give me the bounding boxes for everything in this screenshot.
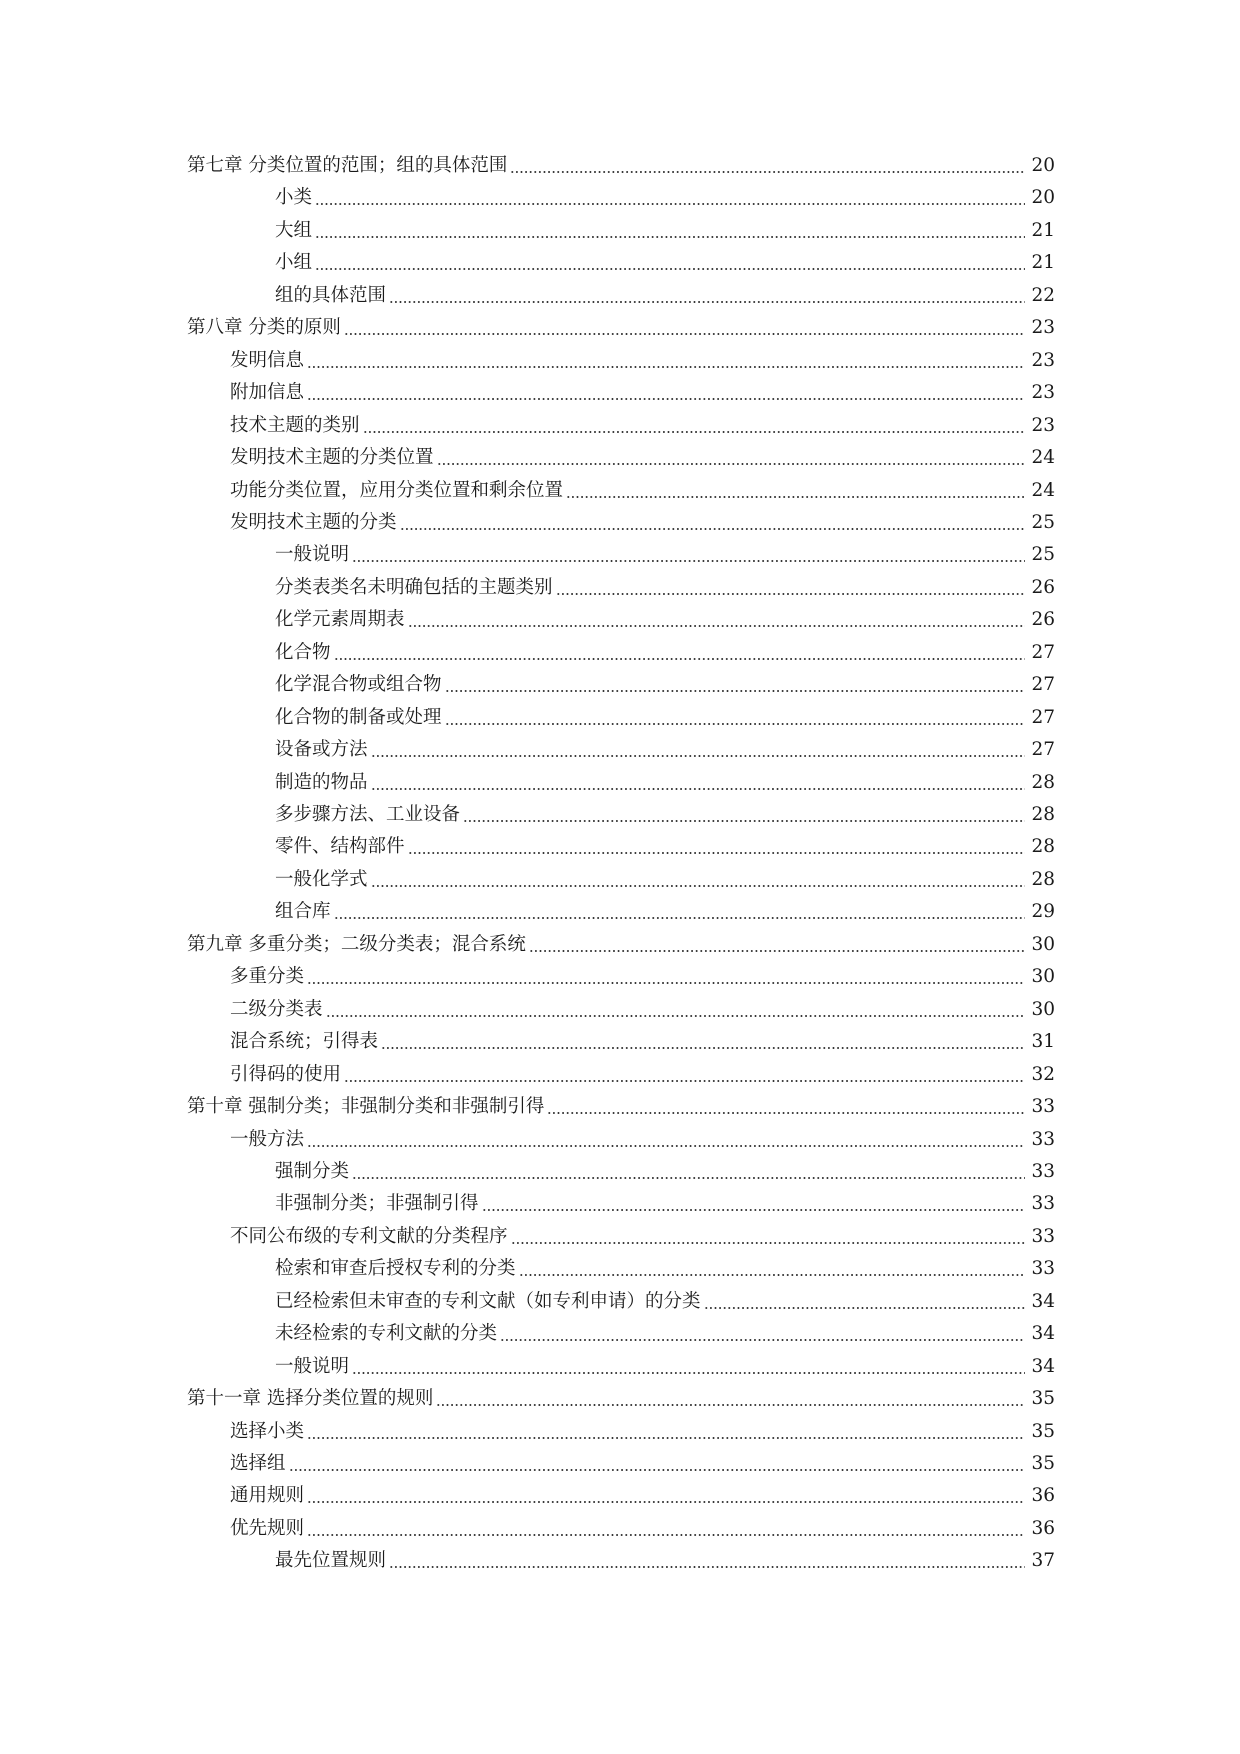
toc-entry-page-number: 34 xyxy=(1031,1291,1055,1312)
toc-entry[interactable] xyxy=(275,831,1055,863)
toc-entry-title: 多重分类 xyxy=(230,966,305,987)
toc-entry-page-number: 20 xyxy=(1031,187,1055,208)
toc-entry-page-number: 32 xyxy=(1031,1064,1055,1085)
toc-entry-page-number: 37 xyxy=(1031,1550,1055,1571)
toc-entry[interactable] xyxy=(230,475,1055,507)
toc-entry-page-number: 25 xyxy=(1031,512,1055,533)
toc-entry-title: 化学混合物或组合物 xyxy=(275,674,442,695)
dot-leader xyxy=(307,1501,1025,1503)
toc-entry-title: 优先规则 xyxy=(230,1518,305,1539)
toc-entry[interactable] xyxy=(275,1156,1055,1188)
dot-leader xyxy=(363,431,1025,433)
toc-entry[interactable] xyxy=(230,507,1055,539)
toc-entry-title: 检索和审查后授权专利的分类 xyxy=(275,1258,516,1279)
dot-leader xyxy=(307,1437,1025,1439)
dot-leader xyxy=(408,852,1025,854)
toc-entry[interactable] xyxy=(275,864,1055,896)
toc-entry-title: 组合库 xyxy=(275,901,331,922)
toc-entry-page-number: 27 xyxy=(1031,642,1055,663)
toc-entry-page-number: 23 xyxy=(1031,382,1055,403)
toc-entry-page-number: 34 xyxy=(1031,1323,1055,1344)
toc-entry[interactable] xyxy=(230,1416,1055,1448)
toc-entry[interactable] xyxy=(275,215,1055,247)
toc-entry-title: 选择小类 xyxy=(230,1421,305,1442)
toc-entry[interactable] xyxy=(275,1351,1055,1383)
toc-entry-title: 附加信息 xyxy=(230,382,305,403)
toc-entry-title: 设备或方法 xyxy=(275,739,368,760)
toc-entry[interactable] xyxy=(230,994,1055,1026)
dot-leader xyxy=(482,1209,1025,1211)
dot-leader xyxy=(315,268,1025,270)
toc-entry[interactable] xyxy=(275,1253,1055,1285)
toc-entry-page-number: 27 xyxy=(1031,674,1055,695)
dot-leader xyxy=(307,982,1025,984)
toc-entry-page-number: 36 xyxy=(1031,1485,1055,1506)
toc-entry-title: 组的具体范围 xyxy=(275,285,387,306)
toc-entry-title: 零件、结构部件 xyxy=(275,836,405,857)
toc-entry-title: 最先位置规则 xyxy=(275,1550,387,1571)
toc-entry[interactable] xyxy=(275,572,1055,604)
dot-leader xyxy=(381,1047,1025,1049)
toc-entry-page-number: 24 xyxy=(1031,447,1055,468)
dot-leader xyxy=(511,1242,1025,1244)
dot-leader xyxy=(445,690,1025,692)
dot-leader xyxy=(307,366,1025,368)
toc-entry-title: 技术主题的类别 xyxy=(230,415,360,436)
toc-entry[interactable] xyxy=(187,1383,1055,1415)
toc-entry-page-number: 28 xyxy=(1031,772,1055,793)
dot-leader xyxy=(289,1469,1025,1471)
toc-entry-page-number: 26 xyxy=(1031,577,1055,598)
toc-entry-page-number: 20 xyxy=(1031,155,1055,176)
toc-entry[interactable] xyxy=(187,1091,1055,1123)
toc-entry-title: 第八章 分类的原则 xyxy=(187,317,341,338)
toc-entry[interactable] xyxy=(230,410,1055,442)
toc-entry[interactable] xyxy=(230,1221,1055,1253)
toc-entry-title: 制造的物品 xyxy=(275,772,368,793)
toc-entry-page-number: 33 xyxy=(1031,1258,1055,1279)
dot-leader xyxy=(371,788,1025,790)
toc-entry-title: 一般说明 xyxy=(275,544,350,565)
toc-entry[interactable] xyxy=(275,702,1055,734)
toc-entry-page-number: 28 xyxy=(1031,836,1055,857)
toc-entry-title: 未经检索的专利文献的分类 xyxy=(275,1323,498,1344)
dot-leader xyxy=(315,236,1025,238)
dot-leader xyxy=(463,820,1025,822)
toc-entry[interactable] xyxy=(230,1124,1055,1156)
toc-entry-page-number: 26 xyxy=(1031,609,1055,630)
toc-entry-page-number: 25 xyxy=(1031,544,1055,565)
toc-entry-title: 通用规则 xyxy=(230,1485,305,1506)
toc-entry-title: 大组 xyxy=(275,220,313,241)
toc-entry-page-number: 23 xyxy=(1031,415,1055,436)
toc-entry-page-number: 28 xyxy=(1031,804,1055,825)
toc-entry[interactable] xyxy=(275,539,1055,571)
toc-entry-page-number: 33 xyxy=(1031,1193,1055,1214)
dot-leader xyxy=(352,1372,1025,1374)
dot-leader xyxy=(334,658,1025,660)
toc-entry-page-number: 23 xyxy=(1031,350,1055,371)
toc-entry[interactable] xyxy=(230,1059,1055,1091)
toc-entry[interactable] xyxy=(275,1318,1055,1350)
toc-entry-page-number: 36 xyxy=(1031,1518,1055,1539)
toc-entry[interactable] xyxy=(230,1026,1055,1058)
toc-entry[interactable] xyxy=(230,1480,1055,1512)
toc-entry-page-number: 33 xyxy=(1031,1226,1055,1247)
toc-entry-title: 功能分类位置，应用分类位置和剩余位置 xyxy=(230,480,564,501)
toc-entry-title: 第九章 多重分类；二级分类表；混合系统 xyxy=(187,934,526,955)
toc-entry-title: 小组 xyxy=(275,252,313,273)
dot-leader xyxy=(307,398,1025,400)
dot-leader xyxy=(547,1112,1025,1114)
dot-leader xyxy=(389,1566,1025,1568)
dot-leader xyxy=(436,1404,1025,1406)
toc-entry-page-number: 29 xyxy=(1031,901,1055,922)
toc-entry-page-number: 24 xyxy=(1031,480,1055,501)
toc-entry-title: 一般化学式 xyxy=(275,869,368,890)
toc-entry[interactable] xyxy=(275,767,1055,799)
toc-entry-page-number: 22 xyxy=(1031,285,1055,306)
toc-entry[interactable] xyxy=(230,1513,1055,1545)
toc-entry-title: 强制分类 xyxy=(275,1161,350,1182)
dot-leader xyxy=(704,1307,1025,1309)
toc-entry-page-number: 21 xyxy=(1031,252,1055,273)
toc-entry-title: 化合物 xyxy=(275,642,331,663)
toc-entry-title: 选择组 xyxy=(230,1453,286,1474)
toc-entry-title: 第十一章 选择分类位置的规则 xyxy=(187,1388,434,1409)
toc-entry[interactable] xyxy=(275,247,1055,279)
toc-entry-page-number: 28 xyxy=(1031,869,1055,890)
dot-leader xyxy=(344,1080,1025,1082)
toc-entry[interactable] xyxy=(187,312,1055,344)
toc-entry[interactable] xyxy=(275,182,1055,214)
toc-entry-title: 混合系统；引得表 xyxy=(230,1031,379,1052)
toc-entry-title: 小类 xyxy=(275,187,313,208)
dot-leader xyxy=(556,593,1025,595)
toc-entry-page-number: 27 xyxy=(1031,739,1055,760)
dot-leader xyxy=(437,463,1025,465)
toc-entry[interactable] xyxy=(275,637,1055,669)
dot-leader xyxy=(326,1015,1025,1017)
toc-entry[interactable] xyxy=(230,1448,1055,1480)
toc-entry[interactable] xyxy=(230,961,1055,993)
toc-entry-title: 已经检索但未审查的专利文献（如专利申请）的分类 xyxy=(275,1291,701,1312)
toc-entry-title: 化学元素周期表 xyxy=(275,609,405,630)
dot-leader xyxy=(566,496,1025,498)
toc-entry-title: 第七章 分类位置的范围；组的具体范围 xyxy=(187,155,508,176)
toc-entry[interactable] xyxy=(275,896,1055,928)
dot-leader xyxy=(307,1534,1025,1536)
toc-entry-title: 发明技术主题的分类 xyxy=(230,512,397,533)
toc-entry[interactable] xyxy=(275,280,1055,312)
toc-entry-title: 引得码的使用 xyxy=(230,1064,342,1085)
dot-leader xyxy=(519,1274,1025,1276)
toc-entry[interactable] xyxy=(230,442,1055,474)
toc-entry-page-number: 35 xyxy=(1031,1453,1055,1474)
toc-entry-title: 第十章 强制分类；非强制分类和非强制引得 xyxy=(187,1096,545,1117)
dot-leader xyxy=(529,950,1025,952)
toc-entry[interactable] xyxy=(187,929,1055,961)
toc-entry-page-number: 33 xyxy=(1031,1161,1055,1182)
toc-entry[interactable] xyxy=(275,1286,1055,1318)
dot-leader xyxy=(500,1339,1025,1341)
toc-entry[interactable] xyxy=(275,1188,1055,1220)
toc-entry-page-number: 21 xyxy=(1031,220,1055,241)
toc-entry[interactable] xyxy=(275,799,1055,831)
dot-leader xyxy=(400,528,1025,530)
toc-entry-title: 非强制分类；非强制引得 xyxy=(275,1193,479,1214)
toc-entry-title: 不同公布级的专利文献的分类程序 xyxy=(230,1226,508,1247)
toc-entry-title: 多步骤方法、工业设备 xyxy=(275,804,461,825)
dot-leader xyxy=(334,917,1025,919)
dot-leader xyxy=(445,723,1025,725)
toc-entry-page-number: 35 xyxy=(1031,1421,1055,1442)
toc-entry-page-number: 30 xyxy=(1031,934,1055,955)
toc-entry-page-number: 30 xyxy=(1031,966,1055,987)
dot-leader xyxy=(371,755,1025,757)
toc-entry-title: 发明信息 xyxy=(230,350,305,371)
dot-leader xyxy=(510,171,1025,173)
dot-leader xyxy=(352,560,1025,562)
toc-entry-title: 分类表类名未明确包括的主题类别 xyxy=(275,577,553,598)
dot-leader xyxy=(371,885,1025,887)
toc-entry-title: 一般方法 xyxy=(230,1129,305,1150)
dot-leader xyxy=(352,1177,1025,1179)
toc-entry-title: 一般说明 xyxy=(275,1356,350,1377)
toc-entry-page-number: 31 xyxy=(1031,1031,1055,1052)
toc-entry[interactable] xyxy=(275,734,1055,766)
toc-entry-page-number: 34 xyxy=(1031,1356,1055,1377)
toc-entry[interactable] xyxy=(275,604,1055,636)
toc-entry[interactable] xyxy=(230,377,1055,409)
toc-entry-page-number: 35 xyxy=(1031,1388,1055,1409)
dot-leader xyxy=(315,203,1025,205)
dot-leader xyxy=(307,1145,1025,1147)
toc-entry-page-number: 23 xyxy=(1031,317,1055,338)
toc-entry-title: 化合物的制备或处理 xyxy=(275,707,442,728)
toc-entry[interactable] xyxy=(275,1545,1055,1577)
dot-leader xyxy=(389,301,1025,303)
toc-entry[interactable] xyxy=(275,669,1055,701)
toc-entry-title: 发明技术主题的分类位置 xyxy=(230,447,434,468)
dot-leader xyxy=(344,333,1025,335)
toc-entry-page-number: 33 xyxy=(1031,1096,1055,1117)
toc-entry[interactable] xyxy=(187,150,1055,182)
toc-entry-page-number: 33 xyxy=(1031,1129,1055,1150)
dot-leader xyxy=(408,625,1025,627)
toc-entry-page-number: 30 xyxy=(1031,999,1055,1020)
toc-entry-title: 二级分类表 xyxy=(230,999,323,1020)
toc-entry[interactable] xyxy=(230,345,1055,377)
toc-entry-page-number: 27 xyxy=(1031,707,1055,728)
